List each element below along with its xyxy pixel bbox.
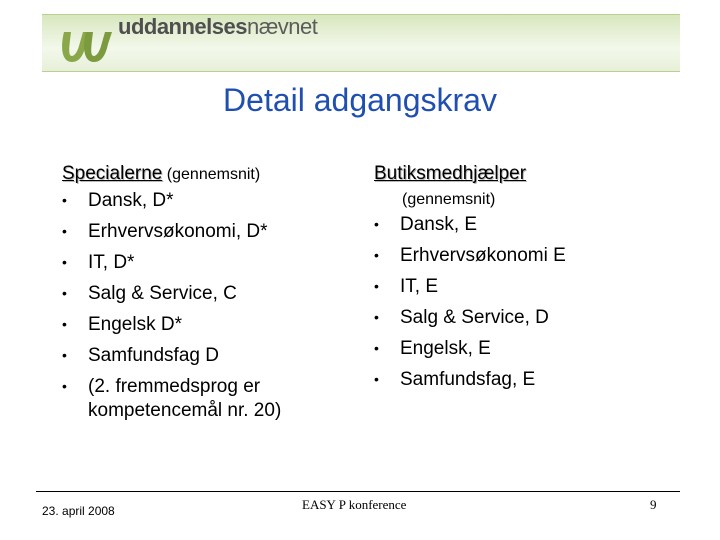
bullet-icon: •	[374, 216, 379, 232]
right-heading: Butiksmedhjælper	[374, 163, 527, 184]
left-heading-row	[62, 163, 362, 185]
footer-title: EASY P konference	[302, 497, 407, 512]
right-list	[374, 209, 674, 395]
bullet-icon: •	[374, 247, 379, 263]
bullet-icon: •	[374, 371, 379, 387]
list-item: • Dansk, D*	[62, 185, 362, 216]
bullet-icon: •	[62, 378, 67, 394]
bullet-icon: •	[62, 285, 67, 301]
brand-bold: uddannelses	[118, 14, 247, 39]
bullet-icon: •	[62, 347, 67, 363]
left-column	[62, 163, 362, 423]
bullet-icon: •	[374, 309, 379, 325]
page-number: 9	[650, 497, 657, 512]
brand-wordmark	[118, 14, 317, 40]
list-item: • (2. fremmedsprog er kompetencemål nr. 20)	[62, 371, 362, 423]
right-heading-note: (gennemsnit)	[402, 191, 496, 208]
right-heading-row	[374, 163, 674, 209]
right-column	[374, 163, 674, 395]
list-item: • Salg & Service, C	[62, 278, 362, 309]
bullet-icon: •	[62, 254, 67, 270]
list-item: • IT, D*	[62, 247, 362, 278]
list-item: • IT, E	[374, 271, 674, 302]
bullet-icon: •	[62, 316, 67, 332]
list-item: • Erhvervsøkonomi, D*	[62, 216, 362, 247]
footer-divider	[36, 491, 680, 492]
list-item-continuation: kompetencemål nr. 20)	[88, 400, 282, 421]
brand-regular: nævnet	[246, 14, 318, 39]
page-title: Detail adgangskrav	[223, 82, 497, 118]
bullet-icon: •	[374, 278, 379, 294]
list-item: • Engelsk, E	[374, 333, 674, 364]
logo-icon	[56, 18, 116, 70]
bullet-icon: •	[62, 223, 67, 239]
left-heading-note: (gennemsnit)	[166, 166, 261, 183]
list-item: • Erhvervsøkonomi E	[374, 240, 674, 271]
list-item: • Salg & Service, D	[374, 302, 674, 333]
footer-date: 23. april 2008	[42, 504, 115, 518]
left-list	[62, 185, 362, 423]
list-item: • Samfundsfag D	[62, 340, 362, 371]
left-heading: Specialerne	[62, 163, 163, 184]
list-item: • Samfundsfag, E	[374, 364, 674, 395]
list-item: • Engelsk D*	[62, 309, 362, 340]
list-item: • Dansk, E	[374, 209, 674, 240]
bullet-icon: •	[374, 340, 379, 356]
bullet-icon: •	[62, 192, 67, 208]
